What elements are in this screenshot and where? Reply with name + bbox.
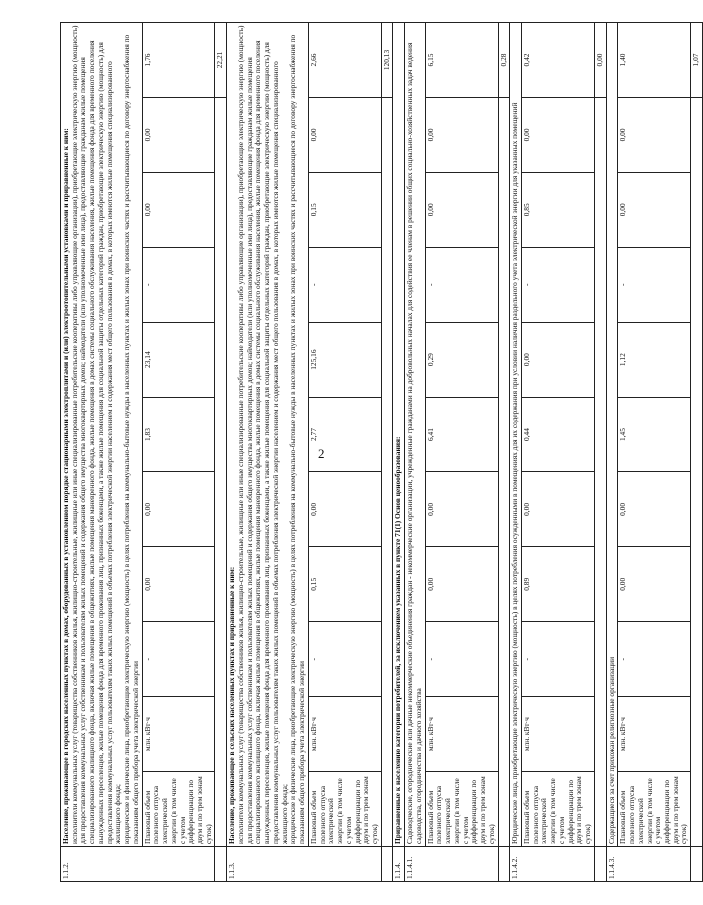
value-cell: 0,29 [425, 322, 498, 397]
value-cell: 1,83 [142, 397, 215, 472]
value-cell: 0,44 [521, 397, 594, 472]
row-body: исполнители коммунальных услуг (товарищества собственников жилья, жилищно-строительные, жилищные или иные специализированные потребительские кооперативы либо управляющие организации), приобретающие электрическую энергию (мощность) для предоставления коммунальных услуг собственникам и пользователям жилых помещений и содержания общего имущества многоквартирных домов; наймодатели (или уполномоченные ими лица), предоставляющие гражданам жилые помещения специализированного жилищного фонда, включая жилые помещения в общежитиях, жилые помещения маневренного фонда, жилые помещения в домах системы социального обслуживания населения, жилые помещения фонда для временного поселения вынужденных переселенцев, жилые помещения фонда для временного проживания лиц, признанных беженцами, а также жилые помещения для социальной защиты отдельных категорий граждан, приобретающие электрическую энергию (мощность) для предоставления коммунальных услуг пользователям таких жилых помещений в объемах потребления электрической энергии населением и содержания мест общего пользования в домах, в которых имеются жилые помещения специализированного жилищного фонда; [235, 25, 289, 844]
row-sub-label: Плановый объем полезного отпуска электрической энергии (в том числе с учетом дифференциации по двум и по трем зонам суток) [425, 772, 498, 847]
table-row [594, 23, 606, 882]
value-cell: 1,07 [691, 23, 703, 98]
row-heading: Садоводческие, огороднические или дачные некоммерческие объединения граждан - некоммерческие организации, учрежденные гражданами на добровольных началах для содействия ее членам в решении общих социально-хозяйственных задач ведения садоводства, огородничества и дачного хозяйства [405, 23, 425, 847]
dash-cell: - [308, 622, 381, 697]
dash-cell: - [142, 622, 215, 697]
value-cell: 0,00 [142, 547, 215, 622]
value-cell: 0,15 [308, 547, 381, 622]
value-cell: 22,21 [215, 23, 227, 98]
row-code: 1.1.4.2. [510, 847, 595, 882]
row-code: 1.1.4. [393, 847, 405, 882]
page-number: 2 [318, 446, 325, 461]
value-cell: 6,15 [425, 23, 498, 98]
value-cell: 120,13 [381, 23, 393, 98]
value-cell: 0,00 [618, 172, 691, 247]
dash-cell: - [618, 247, 691, 322]
spacer-cell [215, 97, 227, 846]
unit-cell: млн. кВт·ч [618, 697, 691, 772]
row-body-2: юридические и физические лица, приобретающие электрическую энергию (мощность) в целях потребления на коммунально-бытовые нужды в населенных пунктах и жилых зонах при воинских частях и рассчитывающиеся по договору энергоснабжения по показаниям общего прибора учета электрической энергии [288, 34, 307, 844]
row-code: 1.1.4.1. [405, 847, 498, 882]
row-sub-label: Плановый объем полезного отпуска электрической энергии (в том числе с учетом дифференциации по двум и по трем зонам суток) [521, 772, 594, 847]
value-cell: 1,45 [618, 397, 691, 472]
unit-cell: млн. кВт·ч [308, 697, 381, 772]
table-row [227, 23, 309, 882]
table-row [510, 23, 522, 882]
value-cell: 0,00 [594, 23, 606, 98]
value-cell: 0,00 [618, 97, 691, 172]
value-cell: 2,66 [308, 23, 381, 98]
value-cell: 0,00 [142, 97, 215, 172]
row-heading: Содержащиеся за счет прихожан религиозные организации [606, 23, 618, 847]
row-sub-label: Плановый объем полезного отпуска электрической энергии (в том числе с учетом дифференциации по двум и по трем зонам суток) [142, 772, 215, 847]
tariff-volume-table [60, 22, 703, 882]
unit-cell: млн. кВт·ч [142, 697, 215, 772]
value-cell: 0,00 [521, 97, 594, 172]
value-cell: 1,76 [142, 23, 215, 98]
dash-cell: - [308, 247, 381, 322]
spacer-cell [691, 97, 703, 846]
dash-cell: - [521, 622, 594, 697]
row-heading: Приравненные к населению категории потребителей, за исключением указанных в пункте 71(1) Основ ценообразования: [393, 23, 405, 847]
value-cell: 0,89 [521, 547, 594, 622]
rotated-table-wrapper [60, 22, 701, 882]
row-heading: Юридические лица, приобретающие электрическую энергию (мощность) в целях потребления осужденными в помещениях для их содержания при условии наличия раздельного учета электрической энергии для указанных помещений [510, 23, 522, 847]
row-code [381, 847, 393, 882]
value-cell: 0,00 [425, 547, 498, 622]
dash-cell: - [521, 247, 594, 322]
value-cell: 0,00 [425, 97, 498, 172]
value-cell: 0,00 [618, 547, 691, 622]
value-cell: 0,00 [618, 472, 691, 547]
value-cell: 0,00 [308, 472, 381, 547]
table-row [425, 23, 498, 882]
table-row [521, 23, 594, 882]
row-code [498, 847, 510, 882]
value-cell: 0,00 [425, 172, 498, 247]
row-description [227, 23, 309, 847]
table-row [61, 23, 143, 882]
dash-cell: - [142, 247, 215, 322]
row-code [215, 847, 227, 882]
table-row [498, 23, 510, 882]
row-heading: Население, проживающее в сельских населенных пунктах и приравненные к ним: [227, 566, 237, 844]
dash-cell: - [425, 622, 498, 697]
dash-cell: - [618, 622, 691, 697]
value-cell: 0,15 [308, 172, 381, 247]
unit-cell: млн. кВт·ч [425, 697, 498, 772]
dash-cell: - [425, 247, 498, 322]
row-code [594, 847, 606, 882]
row-code: 1.1.2. [61, 847, 215, 882]
spacer-cell [594, 97, 606, 846]
value-cell: 1,40 [618, 23, 691, 98]
value-cell: 0,00 [521, 322, 594, 397]
value-cell: 2,77 [308, 397, 381, 472]
value-cell: 23,14 [142, 322, 215, 397]
table-row [405, 23, 425, 882]
table-row [308, 23, 381, 882]
row-code: 1.1.4.3. [606, 847, 691, 882]
spacer-cell [498, 97, 510, 846]
value-cell: 0,00 [425, 472, 498, 547]
value-cell: 0,00 [521, 472, 594, 547]
row-code: 1.1.3. [227, 847, 381, 882]
table-row [142, 23, 215, 882]
table-row [618, 23, 691, 882]
value-cell: 0,00 [142, 172, 215, 247]
row-code [691, 847, 703, 882]
table-row [381, 23, 393, 882]
table-row [393, 23, 405, 882]
value-cell: 6,41 [425, 397, 498, 472]
row-body: исполнители коммунальных услуг (товарищества собственников жилья, жилищно-строительные, жилищные или иные специализированные потребительские кооперативы либо управляющие организации), приобретающие электрическую энергию (мощность) для предоставления коммунальных услуг собственникам и пользователям жилых помещений и содержания общего имущества многоквартирных домов; наймодатели (или уполномоченные ими лица), предоставляющие гражданам жилые помещения специализированного жилищного фонда, включая жилые помещения в общежитиях, жилые помещения маневренного фонда, жилые помещения в домах системы социального обслуживания населения, жилые помещения фонда для временного поселения вынужденных переселенцев, жилые помещения фонда для временного проживания лиц, признанных беженцами, а также жилые помещения для социальной защиты отдельных категорий граждан, приобретающие электрическую энергию (мощность) для предоставления коммунальных услуг пользователям таких жилых помещений в объемах потребления электрической энергии населением и содержания мест общего пользования в домах, в которых имеются жилые помещения специализированного жилищного фонда; [69, 25, 123, 844]
unit-cell: млн. кВт·ч [521, 697, 594, 772]
table-row [215, 23, 227, 882]
spacer-cell [381, 97, 393, 846]
row-body-2: юридические и физические лица, приобретающие электрическую энергию (мощность) в целях потребления на коммунально-бытовые нужды в населенных пунктах и жилых зонах при воинских частях и рассчитывающиеся по договору энергоснабжения по показаниям общего прибора учета электрической энергии [122, 34, 140, 844]
table-row [691, 23, 703, 882]
table-row [606, 23, 618, 882]
value-cell: 125,16 [308, 322, 381, 397]
row-heading: Население, проживающее в городских населенных пунктах в домах, оборудованных в установленном порядке стационарными электроплитами и (или) электроотопительными установками и приравненные к ним: [61, 128, 70, 844]
row-description [61, 23, 143, 847]
value-cell: 1,12 [618, 322, 691, 397]
value-cell: 0,85 [521, 172, 594, 247]
row-sub-label: Плановый объем полезного отпуска электрической энергии (в том числе с учетом дифференциации по двум и по трем зонам суток) [618, 772, 691, 847]
value-cell: 0,00 [308, 97, 381, 172]
row-sub-label: Плановый объем полезного отпуска электрической энергии (в том числе с учетом дифференциации по двум и по трем зонам суток) [308, 772, 381, 847]
value-cell: 0,42 [521, 23, 594, 98]
value-cell: 0,28 [498, 23, 510, 98]
value-cell: 0,00 [142, 472, 215, 547]
